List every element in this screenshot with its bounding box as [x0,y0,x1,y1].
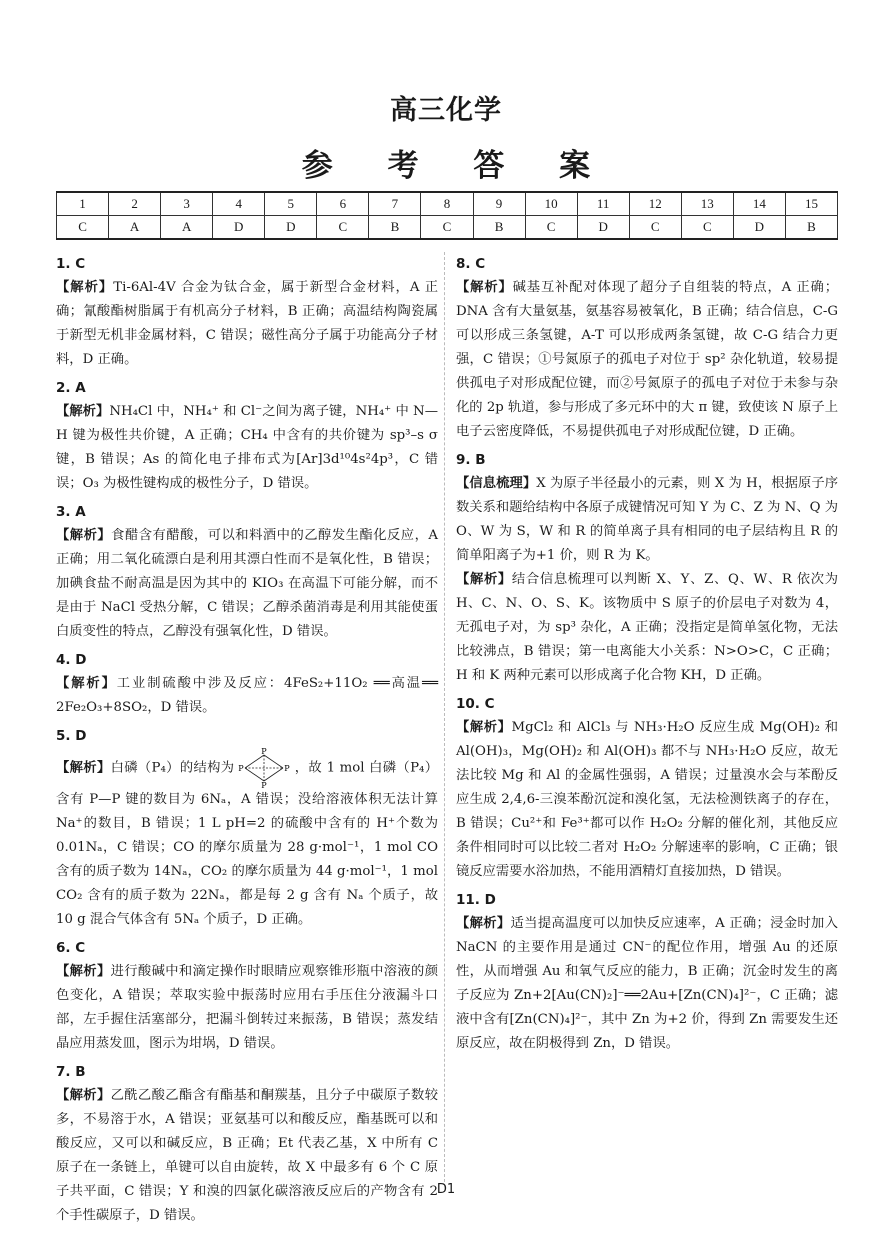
p-atom-label: P [238,764,245,773]
q9-number: 9. B [456,452,486,468]
page-title: 高三化学 [390,95,502,126]
q5-explanation: 【解析】白磷（P₄）的结构为 P P P P ，故 1 mol 白磷（P₄）含有 P—P 键的数目为 6Nₐ，A 错误；没给溶液体积无法计算 Na⁺的数目，B 错误；1 L pH=2 的硫酸中含有的 H⁺个数为 0.01Nₐ，C 错误；CO 的摩尔质量为 28 g·mol⁻¹，1 mol CO 含有的质子数为 14Nₐ，CO₂ 的摩尔质量为 44 g·mol⁻¹，1 mol CO₂ 含有的质子数为 22Nₐ，都是每 2 g 含有 Nₐ 个质子，故 10 g 混合气体含有 5Nₐ 个质子，D 正确。 [56,748,438,927]
right-column [456,252,838,1056]
answer-letter-cell: D [577,216,629,240]
page-subtitle: 参 考 答 案 [301,148,613,184]
q2-explanation: 【解析】NH₄Cl 中，NH₄⁺ 和 Cl⁻之间为离子键，NH₄⁺ 中 N—H 键为极性共价键，A 正确；CH₄ 中含有的共价键为 sp³–s σ 键，B 错误；As 的简化电子排布式为[Ar]3d¹⁰4s²4p³，C 错误；O₃ 为极性键构成的极性分子，D 错误。 [56,404,438,491]
question-number-cell: 9 [473,192,525,216]
q1-number: 1. C [56,256,86,272]
answer-letter-cell: C [629,216,681,240]
question-number-cell: 2 [109,192,161,216]
question-number-cell: 15 [785,192,837,216]
answer-letter-cell: B [785,216,837,240]
question-number-cell: 14 [733,192,785,216]
q9-info: 【信息梳理】X 为原子半径最小的元素，则 X 为 H，根据原子序数关系和题给结构中各原子成键情况可知 Y 为 C、Z 为 N、Q 为 O、W 为 S，W 和 R 的简单离子具有相同的电子层结构且 R 的简单阳离子为+1 价，则 R 为 K。 [456,476,839,563]
question-number-cell: 12 [629,192,681,216]
question-number-cell: 10 [525,192,577,216]
q3-number: 3. A [56,504,86,520]
answer-letter-cell: A [161,216,213,240]
q1-explanation: 【解析】Ti-6Al-4V 合金为钛合金，属于新型合金材料，A 正确；氰酸酯树脂属于有机高分子材料，B 正确；高温结构陶瓷属于新型无机非金属材料，C 错误；磁性高分子属于功能高分子材料，D 正确。 [56,280,439,367]
answer-letter-cell: C [681,216,733,240]
question-number-cell: 5 [265,192,317,216]
p-atom-label: P [284,764,291,773]
left-column [56,252,438,1228]
q9-explanation: 【解析】结合信息梳理可以判断 X、Y、Z、Q、W、R 依次为 H、C、N、O、S、K。该物质中 S 原子的价层电子对数为 4，无孤电子对，为 sp³ 杂化，A 正确；没指定是简单氢化物，无法比较沸点，B 错误；第一电离能大小关系：N>O>C，C 正确；H 和 K 两种元素可以形成离子化合物 KH，D 正确。 [456,572,838,683]
answer-letter-cell: D [733,216,785,240]
question-number-cell: 11 [577,192,629,216]
p-atom-label: P [261,781,268,788]
q11-explanation: 【解析】适当提高温度可以加快反应速率，A 正确；浸金时加入 NaCN 的主要作用是通过 CN⁻的配位作用，增强 Au 的还原性，从而增强 Au 和氧气反应的能力，B 正确；沉金时发生的离子反应为 Zn+2[Au(CN)₂]⁻══2Au+[Zn(CN)₄]²⁻，C 正确；滤液中含有[Zn(CN)₄]²⁻，其中 Zn 为+2 价，得到 Zn 需要发生还原反应，故在阴极得到 Zn，D 错误。 [456,916,838,1051]
page-number: D1 [436,1182,456,1197]
answer-letter-row [57,216,838,240]
column-divider [444,252,445,1182]
answer-letter-cell: C [317,216,369,240]
answer-letter-cell: D [265,216,317,240]
question-number-cell: 4 [213,192,265,216]
q6-explanation: 【解析】进行酸碱中和滴定操作时眼睛应观察锥形瓶中溶液的颜色变化，A 错误；萃取实验中振荡时应用右手压住分液漏斗口部，左手握住活塞部分，把漏斗倒转过来振荡，B 错误；蒸发结晶应用蒸发皿，图示为坩埚，D 错误。 [56,964,439,1051]
q8-explanation: 【解析】碱基互补配对体现了超分子自组装的特点，A 正确；DNA 含有大量氨基，氨基容易被氧化，B 正确；结合信息，C-G 可以形成三条氢键，A-T 可以形成两条氢键，故 C-G 结合力更强，C 错误；①号氮原子的孤电子对位于 sp² 杂化轨道，较易提供孤电子对形成配位键，而②号氮原子的孤电子对位于未参与杂化的 2p 轨道，参与形成了多元环中的大 π 键，致使该 N 原子上电子云密度降低，不易提供孤电子对形成配位键，D 正确。 [456,280,838,439]
answer-table [56,191,838,240]
answer-letter-cell: C [525,216,577,240]
q7-number: 7. B [56,1064,86,1080]
question-number-cell: 3 [161,192,213,216]
answer-letter-cell: C [421,216,473,240]
question-number-cell: 8 [421,192,473,216]
q5-number: 5. D [56,728,87,744]
q6-number: 6. C [56,940,86,956]
answer-letter-cell: D [213,216,265,240]
q11-number: 11. D [456,892,496,908]
q4-explanation: 【解析】工业制硫酸中涉及反应：4FeS₂+11O₂ ══高温══ 2Fe₂O₃+8SO₂，D 错误。 [56,676,438,715]
question-number-cell: 6 [317,192,369,216]
q3-explanation: 【解析】食醋含有醋酸，可以和料酒中的乙醇发生酯化反应，A 正确；用二氧化硫漂白是利用其漂白性而不是氧化性，B 错误；加碘食盐不耐高温是因为其中的 KIO₃ 在高温下可能分解，而不是由于 NaCl 受热分解，C 错误；乙醇杀菌消毒是利用其能使蛋白质变性的特点，乙醇没有强氧化性，D 错误。 [56,528,438,639]
question-number-cell: 7 [369,192,421,216]
answer-letter-cell: A [109,216,161,240]
question-number-cell: 13 [681,192,733,216]
q10-explanation: 【解析】MgCl₂ 和 AlCl₃ 与 NH₃·H₂O 反应生成 Mg(OH)₂ 和 Al(OH)₃，Mg(OH)₂ 和 Al(OH)₃ 都不与 NH₃·H₂O 反应，故无法比较 Mg 和 Al 的金属性强弱，A 错误；过量溴水会与苯酚反应生成 2,4,6-三溴苯酚沉淀和溴化氢，无法检测铁离子的存在，B 错误；Cu²⁺和 Fe³⁺都可以作 H₂O₂ 分解的催化剂，其他反应条件相同时可以比较二者对 H₂O₂ 分解速率的影响，C 正确；银镜反应需要水浴加热，不能用酒精灯直接加热，D 错误。 [456,720,839,879]
white-phosphorus-structure [237,748,291,788]
answer-letter-cell: C [57,216,109,240]
question-number-cell: 1 [57,192,109,216]
q7-explanation: 【解析】乙酰乙酸乙酯含有酯基和酮羰基，且分子中碳原子数较多，不易溶于水，A 错误；亚氨基可以和酸反应，酯基既可以和酸反应，又可以和碱反应，B 正确；Et 代表乙基，X 中所有 C 原子在一条链上，单键可以自由旋转，故 X 中最多有 6 个 C 原子共平面，C 错误；Y 和溴的四氯化碳溶液反应后的产物含有 2 个手性碳原子，D 错误。 [56,1088,439,1223]
q10-number: 10. C [456,696,495,712]
q8-number: 8. C [456,256,486,272]
q2-number: 2. A [56,380,86,396]
answer-letter-cell: B [369,216,421,240]
answer-letter-cell: B [473,216,525,240]
q4-number: 4. D [56,652,87,668]
answer-number-row [57,192,838,216]
p-atom-label: P [261,748,268,756]
